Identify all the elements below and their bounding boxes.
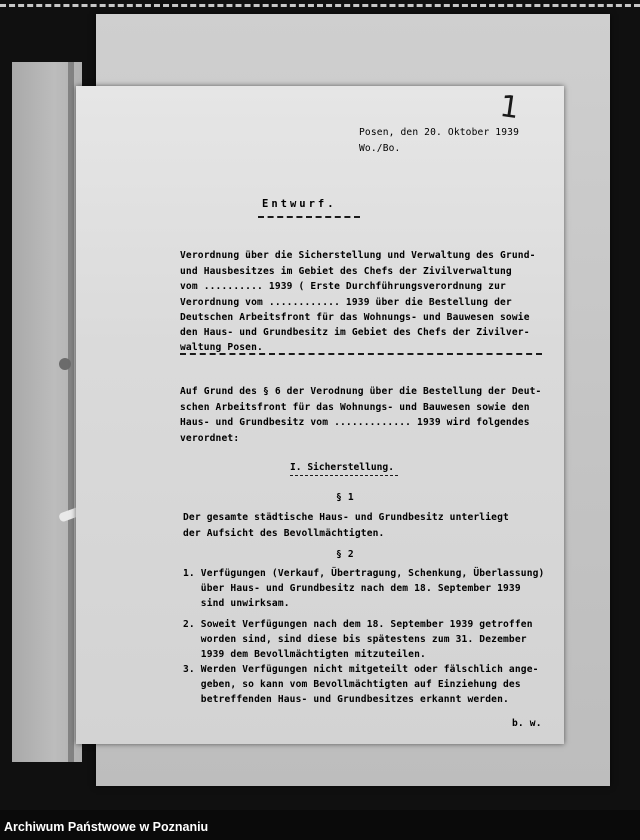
heading-line: vom .......... 1939 ( Erste Durchführungsverordnung zur: [180, 281, 506, 292]
background-sheet-left: [12, 62, 82, 762]
paragraph-line: sind unwirksam.: [183, 598, 290, 609]
paragraph-line: über Haus- und Grundbesitz nach dem 18. September 1939: [183, 583, 521, 594]
paragraph-line: der Aufsicht des Bevollmächtigten.: [183, 528, 385, 539]
preamble-line: Haus- und Grundbesitz vom ............. 1939 wird folgendes: [180, 417, 530, 428]
heading-line: Verordnung über die Sicherstellung und Verwaltung des Grund-: [180, 250, 536, 261]
paragraph-line: worden sind, sind diese bis spätestens zum 31. Dezember: [183, 634, 527, 645]
paragraph-line: geben, so kann vom Bevollmächtigten auf Einziehung des: [183, 679, 521, 690]
heading-line: waltung Posen.: [180, 342, 263, 353]
document-title: Entwurf.: [262, 198, 337, 210]
paragraph-line: betreffenden Haus- und Grundbesitzes erkannt werden.: [183, 694, 509, 705]
heading-line: den Haus- und Grundbesitz im Gebiet des Chefs der Zivilver-: [180, 327, 530, 338]
preamble-line: schen Arbeitsfront für das Wohnungs- und Bauwesen sowie den: [180, 402, 530, 413]
paragraph-line: 2. Soweit Verfügungen nach dem 18. September 1939 getroffen: [183, 619, 533, 630]
preamble-line: Auf Grund des § 6 der Verodnung über die Bestellung der Deut-: [180, 386, 542, 397]
archive-label: Archiwum Państwowe w Poznaniu: [4, 820, 209, 834]
preamble-line: verordnet:: [180, 433, 240, 444]
title-underline: [258, 216, 360, 220]
place-date: Posen, den 20. Oktober 1939: [359, 127, 519, 138]
paragraph-line: 1939 dem Bevollmächtigten mitzuteilen.: [183, 649, 426, 660]
section-underline: [290, 475, 398, 476]
paragraph-line: Der gesamte städtische Haus- und Grundbesitz unterliegt: [183, 512, 509, 523]
continuation-mark: b. w.: [512, 718, 542, 729]
heading-line: Deutschen Arbeitsfront für das Wohnungs- und Bauwesen sowie: [180, 312, 530, 323]
paragraph-label: § 1: [336, 492, 354, 503]
heading-line: Verordnung vom ............ 1939 über die Bestellung der: [180, 297, 512, 308]
reference-code: Wo./Bo.: [359, 143, 401, 154]
separator-rule: [180, 353, 542, 355]
punch-hole: [59, 358, 71, 370]
paragraph-label: § 2: [336, 549, 354, 560]
section-title: I. Sicherstellung.: [290, 462, 394, 473]
film-edge: [0, 4, 640, 11]
page-number: 1: [497, 88, 522, 127]
paragraph-line: 1. Verfügungen (Verkauf, Übertragung, Schenkung, Überlassung): [183, 568, 545, 579]
paragraph-line: 3. Werden Verfügungen nicht mitgeteilt oder fälschlich ange-: [183, 664, 539, 675]
heading-line: und Hausbesitzes im Gebiet des Chefs der Zivilverwaltung: [180, 266, 512, 277]
